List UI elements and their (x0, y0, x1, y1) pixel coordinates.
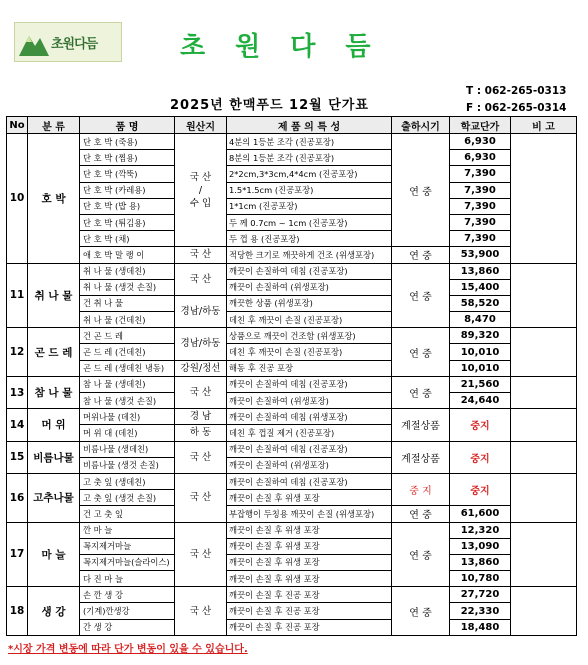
product-name: 애 호 박 말 랭 이 (80, 247, 175, 263)
shipping-period: 연 중 (392, 134, 450, 247)
table-row (7, 263, 577, 279)
product-feature: 깨끗이 손질하여 데침 (진공포장) (227, 376, 392, 392)
school-price: 89,320 (450, 328, 511, 344)
product-name: 단 호 박 (카레용) (80, 182, 175, 198)
table-row (7, 554, 577, 570)
school-price: 10,010 (450, 344, 511, 360)
product-feature: 8분의 1등분 조각 (진공포장) (227, 150, 392, 166)
product-name: 건 곤 드 레 (80, 328, 175, 344)
product-feature: 깨끗이 손질 후 위생 포장 (227, 522, 392, 538)
product-feature: 데친 후 깨끗이 손질 (진공포장) (227, 312, 392, 328)
remarks-cell (511, 522, 577, 587)
table-row (7, 134, 577, 150)
product-name: 꼭지제거마늘 (80, 538, 175, 554)
remarks-cell (511, 587, 577, 636)
price-list-subtitle: 2025년 한맥푸드 12월 단가표 (170, 98, 369, 113)
school-price: 21,560 (450, 376, 511, 392)
origin-text: 국 산 (189, 387, 212, 398)
product-feature: 깨끗이 손질 후 위생 포장 (227, 571, 392, 587)
school-price: 10,780 (450, 571, 511, 587)
product-name: 단 호 박 (죽용) (80, 134, 175, 150)
product-feature: 1*1cm (진공포장) (227, 198, 392, 214)
school-price: 7,390 (450, 214, 511, 230)
product-feature: 데친 후 껍질 제거 (진공포장) (227, 425, 392, 441)
price-table (6, 116, 577, 636)
product-name: 고 춧 잎 (생것 손질) (80, 490, 175, 506)
product-feature: 깨끗이 손질하여 데침 (진공포장) (227, 473, 392, 489)
table-row (7, 247, 577, 263)
remarks-cell (511, 328, 577, 377)
table-row (7, 441, 577, 457)
school-price: 7,390 (450, 231, 511, 247)
product-feature: 2*2cm,3*3cm,4*4cm (진공포장) (227, 166, 392, 182)
table-header-row (7, 117, 577, 134)
remarks-cell (511, 441, 577, 473)
school-price: 13,860 (450, 554, 511, 570)
origin-text: 강원/정선 (180, 362, 221, 374)
table-row (7, 150, 577, 166)
table-row (7, 344, 577, 360)
school-price: 15,400 (450, 279, 511, 295)
school-price: 61,600 (450, 506, 511, 522)
product-feature: 깨끗이 손질하여 데침 (진공포장) (227, 263, 392, 279)
product-feature: 깨끗이 손질하여 (위생포장) (227, 393, 392, 409)
product-name: 참 나 물 (생데친) (80, 376, 175, 392)
origin-cell (175, 295, 227, 327)
origin-cell (175, 587, 227, 636)
origin-text: 경남/하동 (180, 338, 221, 350)
product-feature: 해동 후 진공 포장 (227, 360, 392, 376)
shipping-period: 계절상품 (392, 409, 450, 441)
product-name: 건 고 춧 잎 (80, 506, 175, 522)
origin-cell (175, 425, 227, 441)
origin-cell (175, 376, 227, 408)
col-origin: 원산지 (175, 117, 227, 134)
school-price: 18,480 (450, 619, 511, 635)
table-row (7, 587, 577, 603)
product-name: 단 호 박 (튀김용) (80, 214, 175, 230)
product-name: 단 호 박 (채) (80, 231, 175, 247)
product-feature: 깨끗이 손질 후 진공 포장 (227, 587, 392, 603)
origin-cell (175, 522, 227, 587)
product-name: 꼭지제거마늘(슬라이스) (80, 554, 175, 570)
school-price: 53,900 (450, 247, 511, 263)
company-logo (14, 22, 122, 62)
origin-text: 국 산 (189, 249, 212, 261)
product-name: 비름나물 (생데친) (80, 441, 175, 457)
shipping-period: 연 중 (392, 263, 450, 328)
table-row (7, 571, 577, 587)
category-name: 생 강 (28, 587, 80, 636)
school-price: 12,320 (450, 522, 511, 538)
col-shipping: 출하시기 (392, 117, 450, 134)
category-number: 11 (7, 263, 28, 328)
product-name: 다 진 마 늘 (80, 571, 175, 587)
category-number: 15 (7, 441, 28, 473)
origin-text: 경 남 (189, 411, 212, 423)
school-price: 27,720 (450, 587, 511, 603)
product-name: 취 나 물 (생데친) (80, 263, 175, 279)
school-price: 8,470 (450, 312, 511, 328)
product-name: 취 나 물 (건데친) (80, 312, 175, 328)
product-feature: 상품으로 깨끗이 건조함 (위생포장) (227, 328, 392, 344)
category-name: 곤 드 레 (28, 328, 80, 377)
category-number: 14 (7, 409, 28, 441)
page-title: 초원다듬 (180, 32, 401, 62)
product-feature: 깨끗이 손질하여 데침 (진공포장) (227, 441, 392, 457)
product-name: 취 나 물 (생것 손질) (80, 279, 175, 295)
table-row (7, 328, 577, 344)
fax-number: F : 062-265-0314 (466, 102, 567, 114)
table-row (7, 619, 577, 635)
product-name: 고 춧 잎 (생데친) (80, 473, 175, 489)
product-feature: 깨끗이 손질 후 진공 포장 (227, 619, 392, 635)
category-name: 취 나 물 (28, 263, 80, 328)
table-row (7, 312, 577, 328)
origin-cell (175, 134, 227, 247)
table-row (7, 231, 577, 247)
product-name: (기계)깐생강 (80, 603, 175, 619)
school-price: 10,010 (450, 360, 511, 376)
origin-text: 하 동 (189, 427, 212, 439)
table-row (7, 295, 577, 311)
table-row (7, 360, 577, 376)
table-row (7, 473, 577, 489)
origin-cell (175, 328, 227, 360)
school-price: 7,390 (450, 198, 511, 214)
table-row (7, 214, 577, 230)
shipping-period: 연 중 (392, 506, 450, 522)
price-change-note: *시장 가격 변동에 따라 단가 변동이 있을 수 있습니다. (8, 644, 248, 655)
shipping-period: 중 지 (392, 473, 450, 505)
col-no: No (7, 117, 28, 134)
product-feature: 적당한 크기로 깨끗하게 건조 (위생포장) (227, 247, 392, 263)
category-name: 고추나물 (28, 473, 80, 522)
product-name: 단 호 박 (찜용) (80, 150, 175, 166)
product-name: 손 깐 생 강 (80, 587, 175, 603)
table-row (7, 166, 577, 182)
product-feature: 깨끗이 손질하여 (위생포장) (227, 457, 392, 473)
product-feature: 데친 후 깨끗이 손질 (진공포장) (227, 344, 392, 360)
product-name: 머 위 대 (데친) (80, 425, 175, 441)
origin-text: 수 입 (189, 197, 212, 209)
product-feature: 깨끗한 상품 (위생포장) (227, 295, 392, 311)
origin-text: 국 산 (189, 451, 212, 463)
origin-cell (175, 263, 227, 295)
school-price: 24,640 (450, 393, 511, 409)
mountain-logo-icon (19, 28, 49, 56)
product-feature: 두 께 0.7cm ~ 1cm (진공포장) (227, 214, 392, 230)
school-price: 중지 (450, 473, 511, 505)
origin-text: 국 산 (189, 273, 212, 285)
product-feature: 깨끗이 손질하여 데침 (위생포장) (227, 409, 392, 425)
school-price: 7,390 (450, 182, 511, 198)
origin-cell (175, 360, 227, 376)
table-row (7, 522, 577, 538)
school-price: 13,860 (450, 263, 511, 279)
product-name: 단 호 박 (깍뚝) (80, 166, 175, 182)
product-name: 단 호 박 (밥 용) (80, 198, 175, 214)
table-row (7, 538, 577, 554)
category-number: 12 (7, 328, 28, 377)
table-row (7, 409, 577, 425)
product-feature: 부잡행이 두칭용 깨끗이 손질 (위생포장) (227, 506, 392, 522)
origin-cell (175, 473, 227, 522)
remarks-cell (511, 134, 577, 264)
category-number: 10 (7, 134, 28, 264)
shipping-period: 연 중 (392, 587, 450, 636)
shipping-period: 연 중 (392, 522, 450, 587)
table-row (7, 182, 577, 198)
remarks-cell (511, 263, 577, 328)
school-price: 13,090 (450, 538, 511, 554)
product-feature: 1.5*1.5cm (진공포장) (227, 182, 392, 198)
table-row (7, 393, 577, 409)
school-price: 7,390 (450, 166, 511, 182)
product-name: 깐 마 늘 (80, 522, 175, 538)
school-price: 22,330 (450, 603, 511, 619)
category-name: 참 나 물 (28, 376, 80, 408)
product-feature: 깨끗이 손질 후 진공 포장 (227, 603, 392, 619)
category-number: 18 (7, 587, 28, 636)
origin-text: 국 산 (189, 492, 212, 504)
school-price: 58,520 (450, 295, 511, 311)
col-features: 제 품 의 특 성 (227, 117, 392, 134)
origin-cell (175, 409, 227, 425)
school-price: 6,930 (450, 134, 511, 150)
origin-text: 국 산 (189, 548, 212, 560)
origin-cell (175, 441, 227, 473)
remarks-cell (511, 376, 577, 408)
school-price: 중지 (450, 409, 511, 441)
product-name: 곤 드 레 (건데친) (80, 344, 175, 360)
school-price: 6,930 (450, 150, 511, 166)
product-name: 건 취 나 물 (80, 295, 175, 311)
shipping-period: 연 중 (392, 328, 450, 377)
logo-text: 초원다듬 (51, 36, 98, 52)
product-name: 머위나물 (데친) (80, 409, 175, 425)
contact-info (466, 83, 566, 117)
category-name: 마 늘 (28, 522, 80, 587)
category-number: 16 (7, 473, 28, 522)
product-name: 참 나 물 (생것 손질) (80, 393, 175, 409)
origin-text: / (198, 184, 203, 196)
shipping-period: 연 중 (392, 247, 450, 263)
table-row (7, 603, 577, 619)
shipping-period: 계절상품 (392, 441, 450, 473)
table-row (7, 376, 577, 392)
remarks-cell (511, 409, 577, 441)
shipping-period: 연 중 (392, 376, 450, 408)
col-product: 품 명 (80, 117, 175, 134)
school-price: 중지 (450, 441, 511, 473)
product-feature: 깨끗이 손질하여 (위생포장) (227, 279, 392, 295)
product-feature: 깨끗이 손질 후 위생 포장 (227, 490, 392, 506)
product-name: 비름나물 (생것 손질) (80, 457, 175, 473)
table-row (7, 506, 577, 522)
remarks-cell (511, 473, 577, 522)
col-category: 분 류 (28, 117, 80, 134)
col-price: 학교단가 (450, 117, 511, 134)
origin-cell (175, 247, 227, 263)
origin-text: 경남/하동 (180, 306, 221, 318)
category-number: 17 (7, 522, 28, 587)
category-name: 머 위 (28, 409, 80, 441)
category-number: 13 (7, 376, 28, 408)
product-name: 곤 드 레 (생데친 냉동) (80, 360, 175, 376)
product-feature: 4분의 1등분 조각 (진공포장) (227, 134, 392, 150)
tel-number: T : 062-265-0313 (466, 85, 567, 97)
product-feature: 두 껍 용 (진공포장) (227, 231, 392, 247)
product-feature: 깨끗이 손질 후 위생 포장 (227, 538, 392, 554)
product-feature: 깨끗이 손질 후 위생 포장 (227, 554, 392, 570)
category-name: 비름나물 (28, 441, 80, 473)
category-name: 호 박 (28, 134, 80, 264)
table-row (7, 198, 577, 214)
price-table-body (7, 134, 577, 636)
product-name: 간 생 강 (80, 619, 175, 635)
table-row (7, 279, 577, 295)
col-remarks: 비 고 (511, 117, 577, 134)
origin-text: 국 산 (189, 605, 212, 617)
origin-text: 국 산 (189, 171, 212, 183)
